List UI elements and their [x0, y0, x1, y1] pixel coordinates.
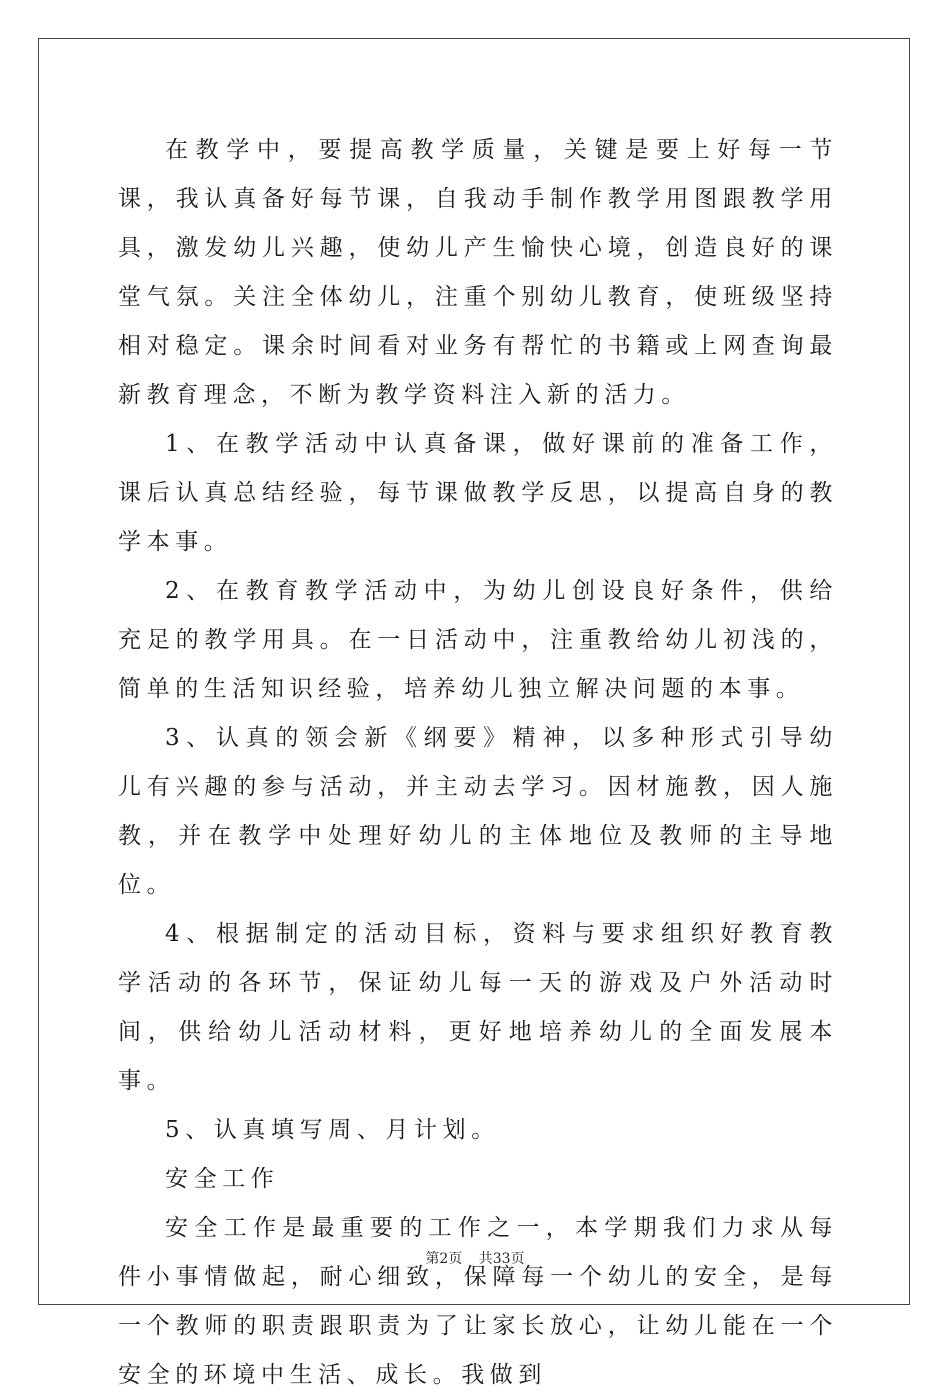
paragraph-item-1: 1、在教学活动中认真备课，做好课前的准备工作，课后认真总结经验，每节课做教学反思，以提高自身的教学本事。 — [118, 431, 838, 555]
paragraph-item-4: 4、根据制定的活动目标，资料与要求组织好教育教学活动的各环节，保证幼儿每一天的游戏及户外活动时间，供给幼儿活动材料，更好地培养幼儿的全面发展本事。 — [118, 921, 838, 1094]
paragraph-safety: 安全工作是最重要的工作之一，本学期我们力求从每件小事情做起，耐心细致，保障每一个幼儿的安全，是每一个教师的职责跟职责为了让家长放心，让幼儿能在一个安全的环境中生活、成长。我做到 — [118, 1215, 838, 1388]
section-heading-safety: 安全工作 — [165, 1166, 280, 1192]
paragraph-teaching-intro: 在教学中，要提高教学质量，关键是要上好每一节课，我认真备好每节课，自我动手制作教学用图跟教学用具，激发幼儿兴趣，使幼儿产生愉快心境，创造良好的课堂气氛。关注全体幼儿，注重个别幼儿教育，使班级坚持相对稳定。课余时间看对业务有帮忙的书籍或上网查询最新教育理念，不断为教学资料注入新的活力。 — [118, 137, 838, 408]
page-total: 共33页 — [478, 1251, 525, 1267]
page-number: 第2页 — [425, 1251, 463, 1267]
paragraph-item-2: 2、在教育教学活动中，为幼儿创设良好条件，供给充足的教学用具。在一日活动中，注重教给幼儿初浅的，简单的生活知识经验，培养幼儿独立解决问题的本事。 — [118, 578, 838, 702]
paragraph-item-5: 5、认真填写周、月计划。 — [165, 1117, 500, 1143]
paragraph-item-3: 3、认真的领会新《纲要》精神，以多种形式引导幼儿有兴趣的参与活动，并主动去学习。因材施教，因人施教，并在教学中处理好幼儿的主体地位及教师的主导地位。 — [118, 725, 838, 898]
document-body — [118, 126, 838, 1400]
page-footer — [0, 1248, 950, 1268]
